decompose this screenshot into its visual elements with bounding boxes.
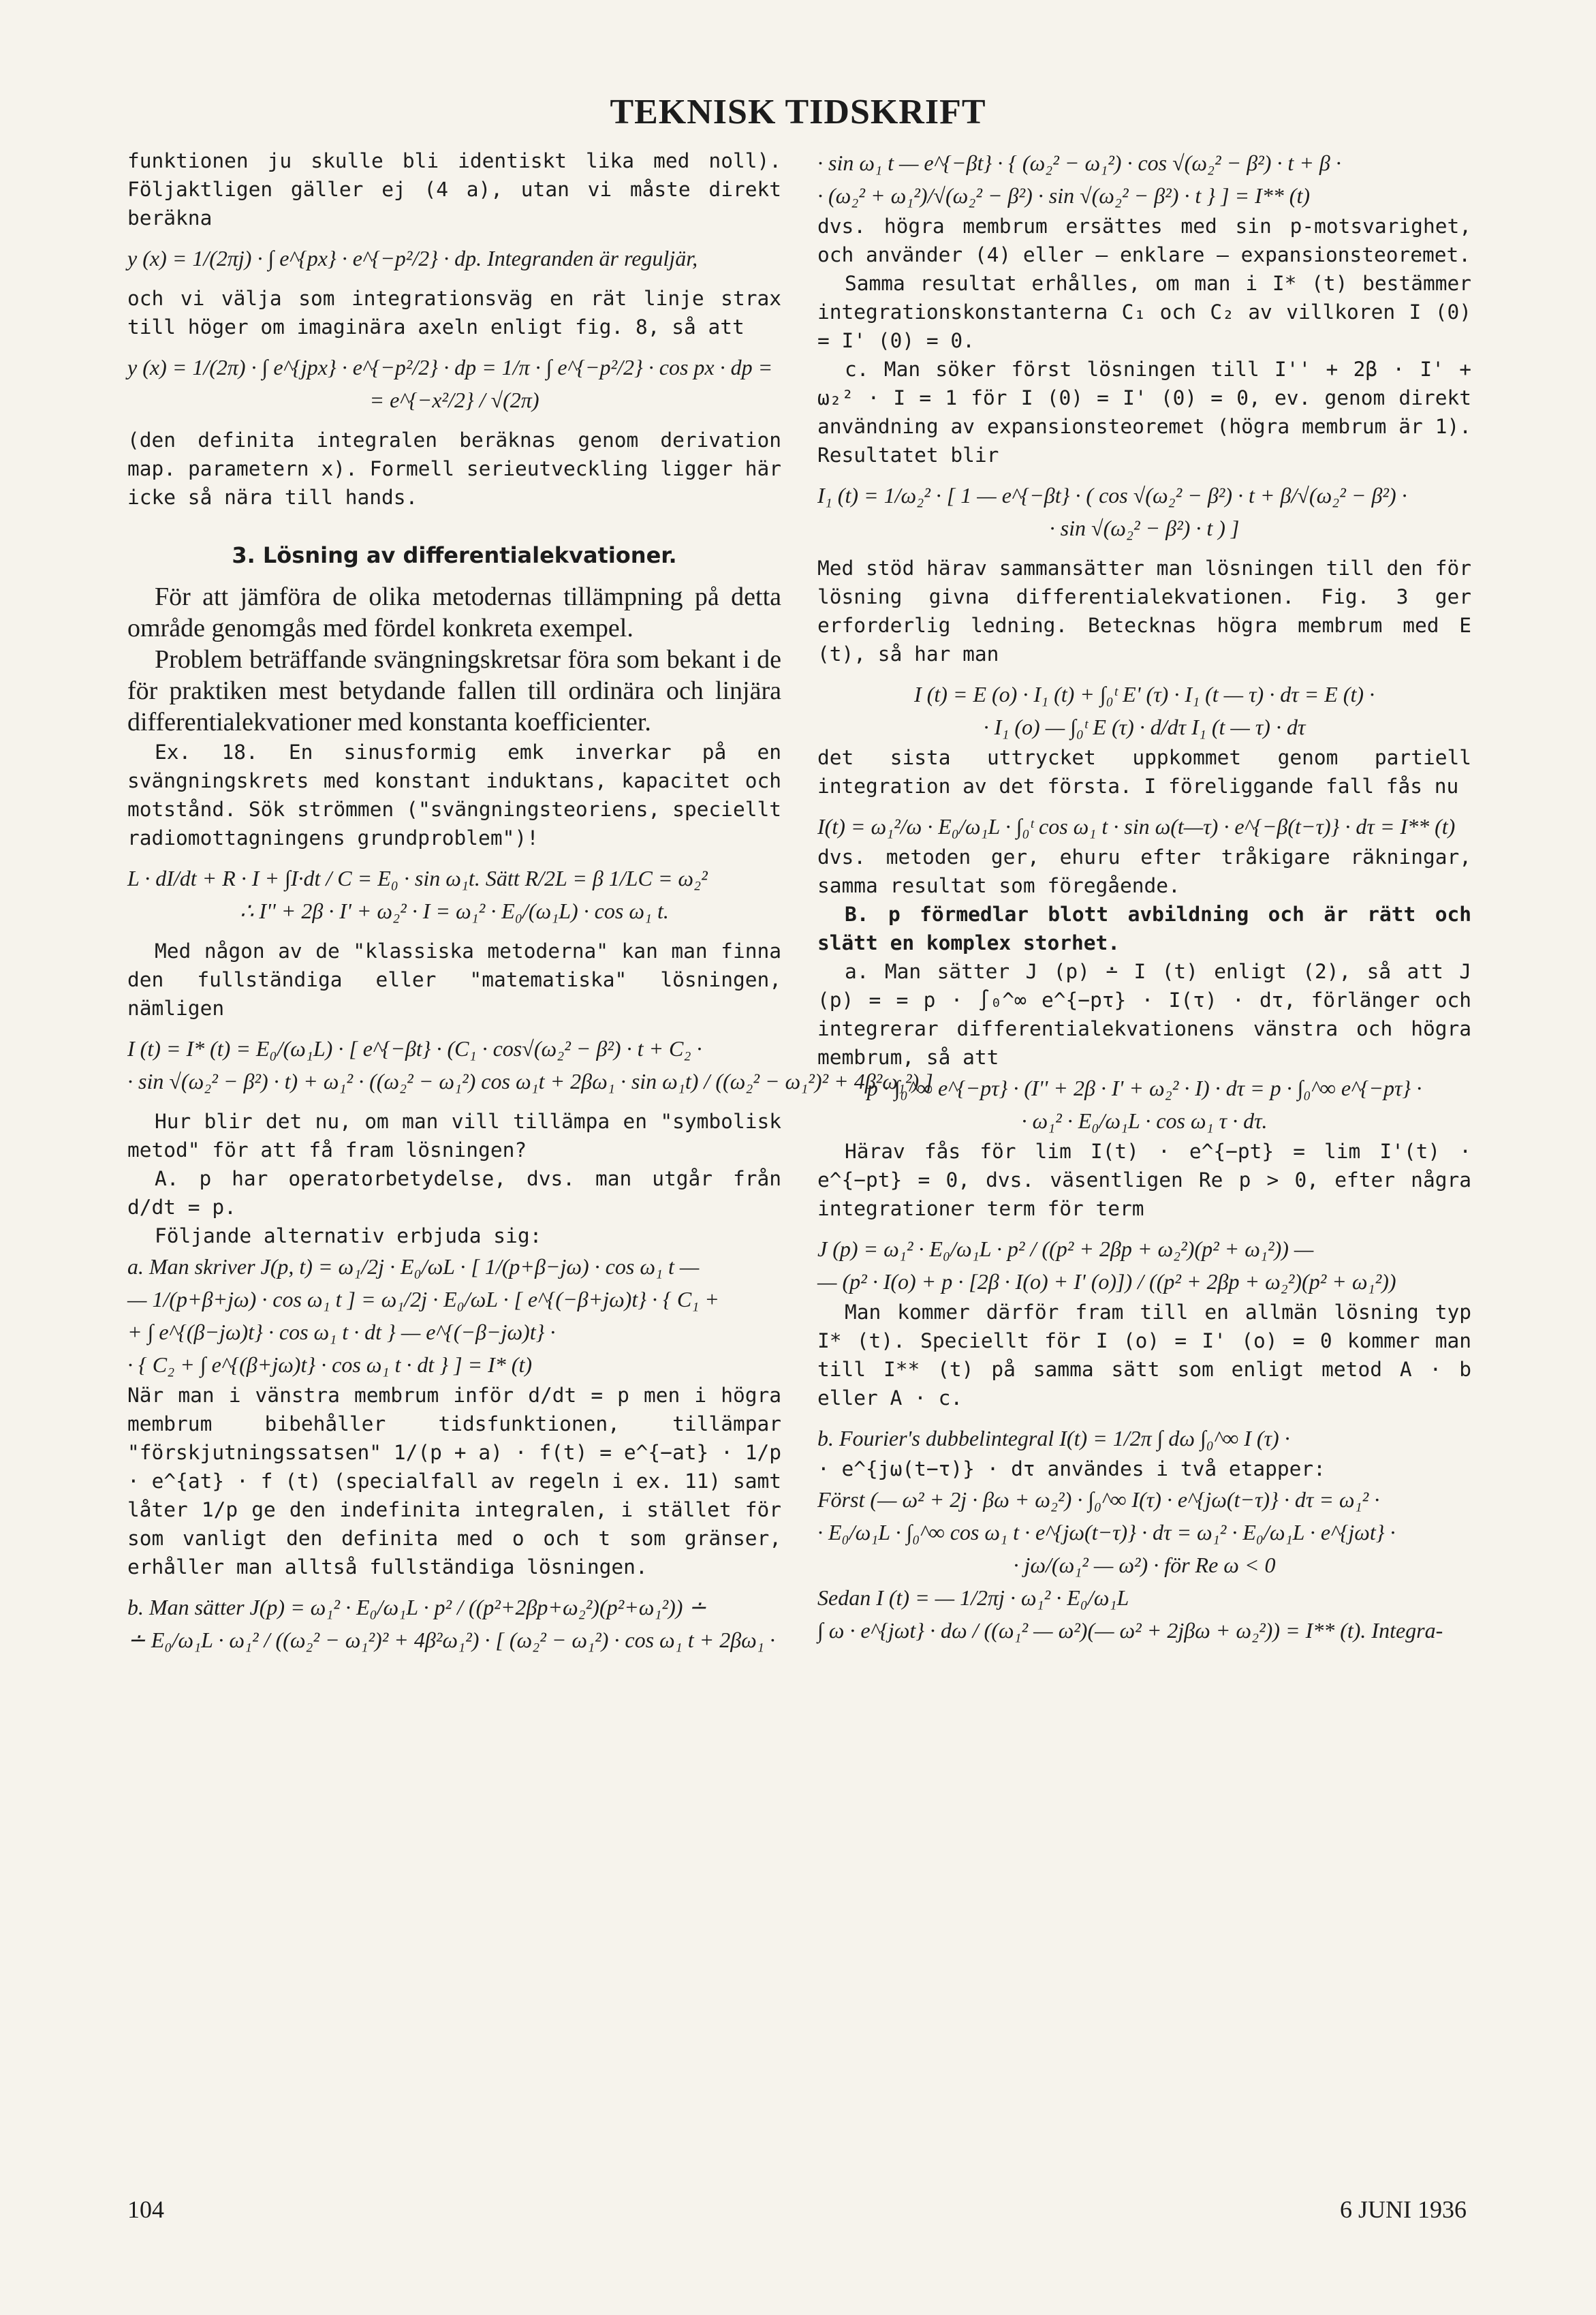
equation: p · ∫₀^∞ e^{−pτ} · (I'' + 2β · I' + ω₂² · I) · dτ = p · ∫₀^∞ e^{−pτ} · <box>866 1076 1422 1100</box>
equation: · E₀/ω₁L · ∫₀^∞ cos ω₁ t · e^{jω(t−τ)} · dτ = ω₁² · E₀/ω₁L · e^{jωt} · <box>817 1520 1396 1544</box>
equation: a. Man skriver J(p, t) = ω₁/2j · E₀/ωL · [ 1/(p+β−jω) · cos ω₁ t — <box>127 1254 700 1279</box>
paragraph: det sista uttrycket uppkommet genom partiell integration av det första. I föreliggande fall fås nu <box>817 746 1471 798</box>
section-heading: 3. Lösning av differentialekvationer. <box>232 542 677 568</box>
paragraph: dvs. högra membrum ersättes med sin p-motsvarighet, och använder (4) eller — enklare — expansionsteoremet. <box>817 215 1471 266</box>
equation: y (x) = 1/(2πj) · ∫ e^{px} · e^{−p²/2} · dp. Integranden är reguljär, <box>127 246 698 270</box>
equation: y (x) = 1/(2π) · ∫ e^{jpx} · e^{−p²/2} · dp = 1/π · ∫ e^{−p²/2} · cos px · dp = <box>127 355 773 379</box>
equation: · (ω₂² + ω₁²)/√(ω₂² − β²) · sin √(ω₂² − β²) · t } ] = I** (t) <box>817 183 1310 208</box>
equation: L · dI/dt + R · I + ∫I·dt / C = E₀ · sin ω₁t. Sätt R/2L = β 1/LC = ω₂² <box>127 866 708 890</box>
equation: — (p² · I(o) + p · [2β · I(o) + I' (o)]) / ((p² + 2βp + ω₂²)(p² + ω₁²)) <box>817 1269 1396 1294</box>
equation: · sin √(ω₂² − β²) · t) + ω₁² · ((ω₂² − ω₁²) cos ω₁t + 2βω₁ · sin ω₁t) / ((ω₂² − ω₁²)² + 4β²ω₁²) ] <box>127 1069 933 1093</box>
paragraph: Samma resultat erhålles, om man i I* (t) bestämmer integrationskonstanterna C₁ och C₂ av villkoren I (0) = I' (0) = 0. <box>817 272 1471 352</box>
paragraph: A. p har operatorbetydelse, dvs. man utgår från d/dt = p. <box>127 1167 781 1219</box>
paragraph: funktionen ju skulle bli identiskt lika med noll). Följaktligen gäller ej (4 a), utan vi måste direkt beräkna <box>127 149 781 230</box>
equation: · jω/(ω₁² — ω²) · för Re ω < 0 <box>1013 1553 1276 1577</box>
journal-masthead: TEKNISK TIDSKRIFT <box>610 93 986 131</box>
equation: ∫ ω · e^{jωt} · dω / ((ω₁² — ω²)(— ω² + 2jβω + ω₂²)) = I** (t). Integra- <box>817 1618 1443 1643</box>
paragraph: Med stöd härav sammansätter man lösningen till den för lösning givna differentialekvationen. Fig. 3 ger erforderlig ledning. Betecknas högra membrum med E (t), så har man <box>817 557 1471 666</box>
paragraph: Hur blir det nu, om man vill tillämpa en "symbolisk metod" för att få fram lösningen? <box>127 1110 781 1162</box>
equation: · { C₂ + ∫ e^{(β+jω)t} · cos ω₁ t · dt } ] = I* (t) <box>127 1352 532 1377</box>
paragraph: a. Man sätter J (p) ∸ I (t) enligt (2), så att J (p) = = p · ∫₀^∞ e^{−pτ} · I(τ) · dτ, förlänger och integrerar differentialekvationens vänstra och högra membrum, så att <box>817 960 1471 1069</box>
equation: b. Fourier's dubbelintegral I(t) = 1/2π ∫ dω ∫₀^∞ I (τ) · <box>817 1426 1290 1450</box>
equation: Sedan I (t) = — 1/2πj · ω₁² · E₀/ω₁L <box>817 1585 1129 1610</box>
page-number: 104 <box>127 2196 164 2223</box>
paragraph: och vi välja som integrationsväg en rät linje strax till höger om imaginära axeln enligt fig. 8, så att <box>127 287 781 339</box>
equation: J (p) = ω₁² · E₀/ω₁L · p² / ((p² + 2βp + ω₂²)(p² + ω₁²)) — <box>817 1237 1314 1261</box>
equation: ∴ I'' + 2β · I' + ω₂² · I = ω₁² · E₀/(ω₁L) · cos ω₁ t. <box>240 899 669 923</box>
paragraph: Med någon av de "klassiska metoderna" kan man finna den fullständiga eller "matematiska" lösningen, nämligen <box>127 939 781 1020</box>
paragraph: (den definita integralen beräknas genom derivation map. parametern x). Formell serieutveckling ligger här icke så nära till hands. <box>127 429 781 509</box>
paragraph: Problem beträffande svängningskretsar föra som bekant i de för praktiken mest betydande fallen till ordinära och linjära differentialekvationer med konstanta koefficienter. <box>127 645 781 736</box>
equation: · I₁ (o) — ∫₀ᵗ E (τ) · d/dτ I₁ (t — τ) · dτ <box>983 715 1306 739</box>
paragraph: · e^{jω(t−τ)} · dτ användes i två etapper: <box>817 1457 1326 1480</box>
equation: · ω₁² · E₀/ω₁L · cos ω₁ τ · dτ. <box>1021 1108 1268 1133</box>
paragraph: B. p förmedlar blott avbildning och är rätt och slätt en komplex storhet. <box>817 903 1471 954</box>
equation: I (t) = E (o) · I₁ (t) + ∫₀ᵗ E' (τ) · I₁ (t — τ) · dτ = E (t) · <box>914 682 1375 706</box>
equation: b. Man sätter J(p) = ω₁² · E₀/ω₁L · p² / ((p²+2βp+ω₂²)(p²+ω₁²)) ∸ <box>127 1595 707 1619</box>
equation: · sin √(ω₂² − β²) · t ) ] <box>1049 516 1240 540</box>
right-column <box>817 146 1471 1647</box>
equation: = e^{−x²/2} / √(2π) <box>369 388 539 412</box>
equation: + ∫ e^{(β−jω)t} · cos ω₁ t · dt } — e^{(−β−jω)t} · <box>127 1320 556 1344</box>
paragraph: c. Man söker först lösningen till I'' + 2β · I' + ω₂² · I = 1 för I (0) = I' (0) = 0, ev. genom direkt användning av expansionsteoremet (högra membrum är 1). Resultatet blir <box>817 358 1471 467</box>
equation: I (t) = I* (t) = E₀/(ω₁L) · [ e^{−βt} · (C₁ · cos√(ω₂² − β²) · t + C₂ · <box>127 1036 702 1061</box>
issue-date: 6 JUNI 1936 <box>1340 2196 1467 2223</box>
paragraph: dvs. metoden ger, ehuru efter tråkigare räkningar, samma resultat som föregående. <box>817 845 1471 897</box>
paragraph: Ex. 18. En sinusformig emk inverkar på en svängningskrets med konstant induktans, kapacitet och motstånd. Sök strömmen ("svängningsteoriens, speciellt radiomottagningens grundproblem")! <box>127 741 781 850</box>
equation: — 1/(p+β+jω) · cos ω₁ t ] = ω₁/2j · E₀/ωL · [ e^{(−β+jω)t} · { C₁ + <box>127 1287 719 1311</box>
paragraph: Man kommer därför fram till en allmän lösning typ I* (t). Speciellt för I (o) = I' (o) = 0 kommer man till I** (t) på samma sätt som enligt metod A · b eller A · c. <box>817 1301 1471 1410</box>
equation: I(t) = ω₁²/ω · E₀/ω₁L · ∫₀ᵗ cos ω₁ t · sin ω(t—τ) · e^{−β(t−τ)} · dτ = I** (t) <box>817 814 1456 839</box>
equation: ∸ E₀/ω₁L · ω₁² / ((ω₂² − ω₁²)² + 4β²ω₁²) · [ (ω₂² − ω₁²) · cos ω₁ t + 2βω₁ · <box>127 1628 775 1652</box>
paragraph: Härav fås för lim I(t) · e^{−pt} = lim I'(t) · e^{−pt} = 0, dvs. väsentligen Re p > 0, efter några integrationer term för term <box>817 1140 1471 1220</box>
equation: I₁ (t) = 1/ω₂² · [ 1 — e^{−βt} · ( cos √(ω₂² − β²) · t + β/√(ω₂² − β²) · <box>817 483 1407 508</box>
paragraph: Följande alternativ erbjuda sig: <box>155 1224 542 1247</box>
paragraph: När man i vänstra membrum inför d/dt = p men i högra membrum bibehåller tidsfunktionen, tillämpar "förskjutningssatsen" 1/(p + a) · f(t) = e^{−at} · 1/p · e^{at} · f (t) (specialfall av regeln i ex. 11) samt låter 1/p ge den indefinita integralen, i stället för som vanligt den definita med o och t som gränser, erhåller man alltså fullständiga lösningen. <box>127 1384 781 1579</box>
equation: · sin ω₁ t — e^{−βt} · { (ω₂² − ω₁²) · cos √(ω₂² − β²) · t + β · <box>817 151 1341 175</box>
equation: Först (— ω² + 2j · βω + ω₂²) · ∫₀^∞ I(τ) · e^{jω(t−τ)} · dτ = ω₁² · <box>817 1487 1380 1512</box>
left-column <box>127 146 933 1656</box>
paragraph: För att jämföra de olika metodernas tillämpning på detta område genomgås med fördel konkreta exempel. <box>127 582 781 642</box>
